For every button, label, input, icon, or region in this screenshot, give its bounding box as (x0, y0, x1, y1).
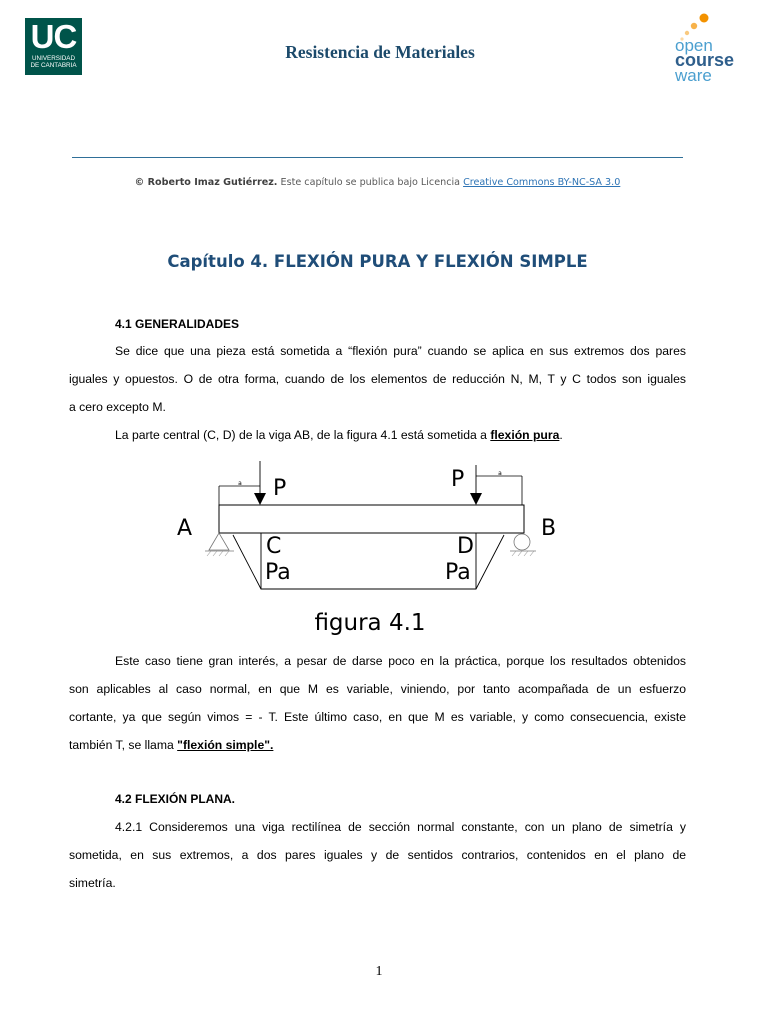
paragraph-3-line: son aplicables al caso normal, en que M es variable, viniendo, por tanto acompañada de un esfuerzo (69, 682, 686, 696)
ocw-logo (672, 12, 742, 86)
uc-logo-line1: UNIVERSIDAD (31, 55, 76, 62)
label-pa-right: Pa (445, 560, 471, 585)
license-author: © Roberto Imaz Gutiérrez. (134, 177, 278, 188)
uc-logo-line2: DE CANTABRIA (30, 62, 77, 69)
paragraph-3 (69, 647, 686, 759)
label-a: A (177, 516, 193, 541)
paragraph-1 (69, 337, 686, 421)
paragraph-4-line: simetría. (69, 876, 116, 890)
paragraph-1-line: iguales y opuestos. O de otra forma, cuando de los elementos de reducción N, M, T y C todos son iguales (69, 372, 686, 386)
header-rule (72, 157, 683, 158)
paragraph-3-text: también T, se llama (69, 738, 178, 752)
paragraph-4 (69, 813, 686, 897)
label-c: C (266, 534, 282, 559)
license-text: Este capítulo se publica bajo Licencia (277, 177, 464, 188)
paragraph-1-line: a cero excepto M. (69, 400, 166, 414)
section-heading-flexion-plana: 4.2 FLEXIÓN PLANA. (115, 792, 236, 806)
paragraph-3-line: cortante, ya que según vimos = - T. Este último caso, en que M es variable, y como consecuencia, existe (69, 710, 686, 724)
support-roller-b (514, 534, 530, 550)
label-d: D (457, 534, 474, 559)
ocw-logo-word-ware: ware (675, 66, 712, 85)
label-b: B (541, 516, 557, 541)
ocw-logo-word-open: open (675, 36, 713, 55)
paragraph-2-text: La parte central (C, D) de la viga AB, de la figura 4.1 está sometida a (115, 428, 491, 442)
load-arrow-right-head (470, 493, 482, 505)
section-heading-generalidades: 4.1 GENERALIDADES (115, 317, 240, 331)
license-line (72, 177, 683, 188)
chapter-title: Capítulo 4. FLEXIÓN PURA Y FLEXIÓN SIMPLE (167, 252, 588, 271)
page-number: 1 (375, 964, 383, 979)
support-pin-a (209, 533, 229, 550)
paragraph-2 (69, 421, 686, 449)
label-p-left: P (273, 476, 287, 501)
label-pa-left: Pa (265, 560, 291, 585)
emphasis-flexion-simple: "flexión simple". (177, 738, 274, 752)
paragraph-1-line: Se dice que una pieza está sometida a “flexión pura” cuando se aplica en sus extremos dos pares (115, 344, 686, 358)
load-arrow-left-head (254, 493, 266, 505)
paragraph-2-end: . (559, 428, 563, 442)
header-title: Resistencia de Materiales (285, 42, 475, 62)
paragraph-4-line: sometida, en sus extremos, a dos pares iguales y de sentidos contrarios, contenidos en el plano de (69, 848, 686, 862)
uc-logo-mark: UC (30, 18, 77, 55)
emphasis-flexion-pura: flexión pura (490, 428, 560, 442)
beam-figure (160, 455, 580, 605)
ocw-logo-word-course: course (675, 50, 735, 70)
dim-a-left: a (238, 480, 242, 487)
figure-caption: figura 4.1 (314, 610, 426, 636)
paragraph-2-line (69, 421, 686, 449)
paragraph-3-line (69, 731, 686, 759)
uc-logo (25, 18, 82, 75)
dim-a-right: a (498, 470, 502, 477)
label-p-right: P (451, 467, 465, 492)
paragraph-3-line: Este caso tiene gran interés, a pesar de darse poco en la práctica, porque los resultados obtenidos (115, 654, 686, 668)
beam-ab (219, 505, 524, 533)
license-link[interactable]: Creative Commons BY-NC-SA 3.0 (463, 177, 621, 188)
paragraph-4-line: 4.2.1 Consideremos una viga rectilínea de sección normal constante, con un plano de simetría y (115, 820, 686, 834)
